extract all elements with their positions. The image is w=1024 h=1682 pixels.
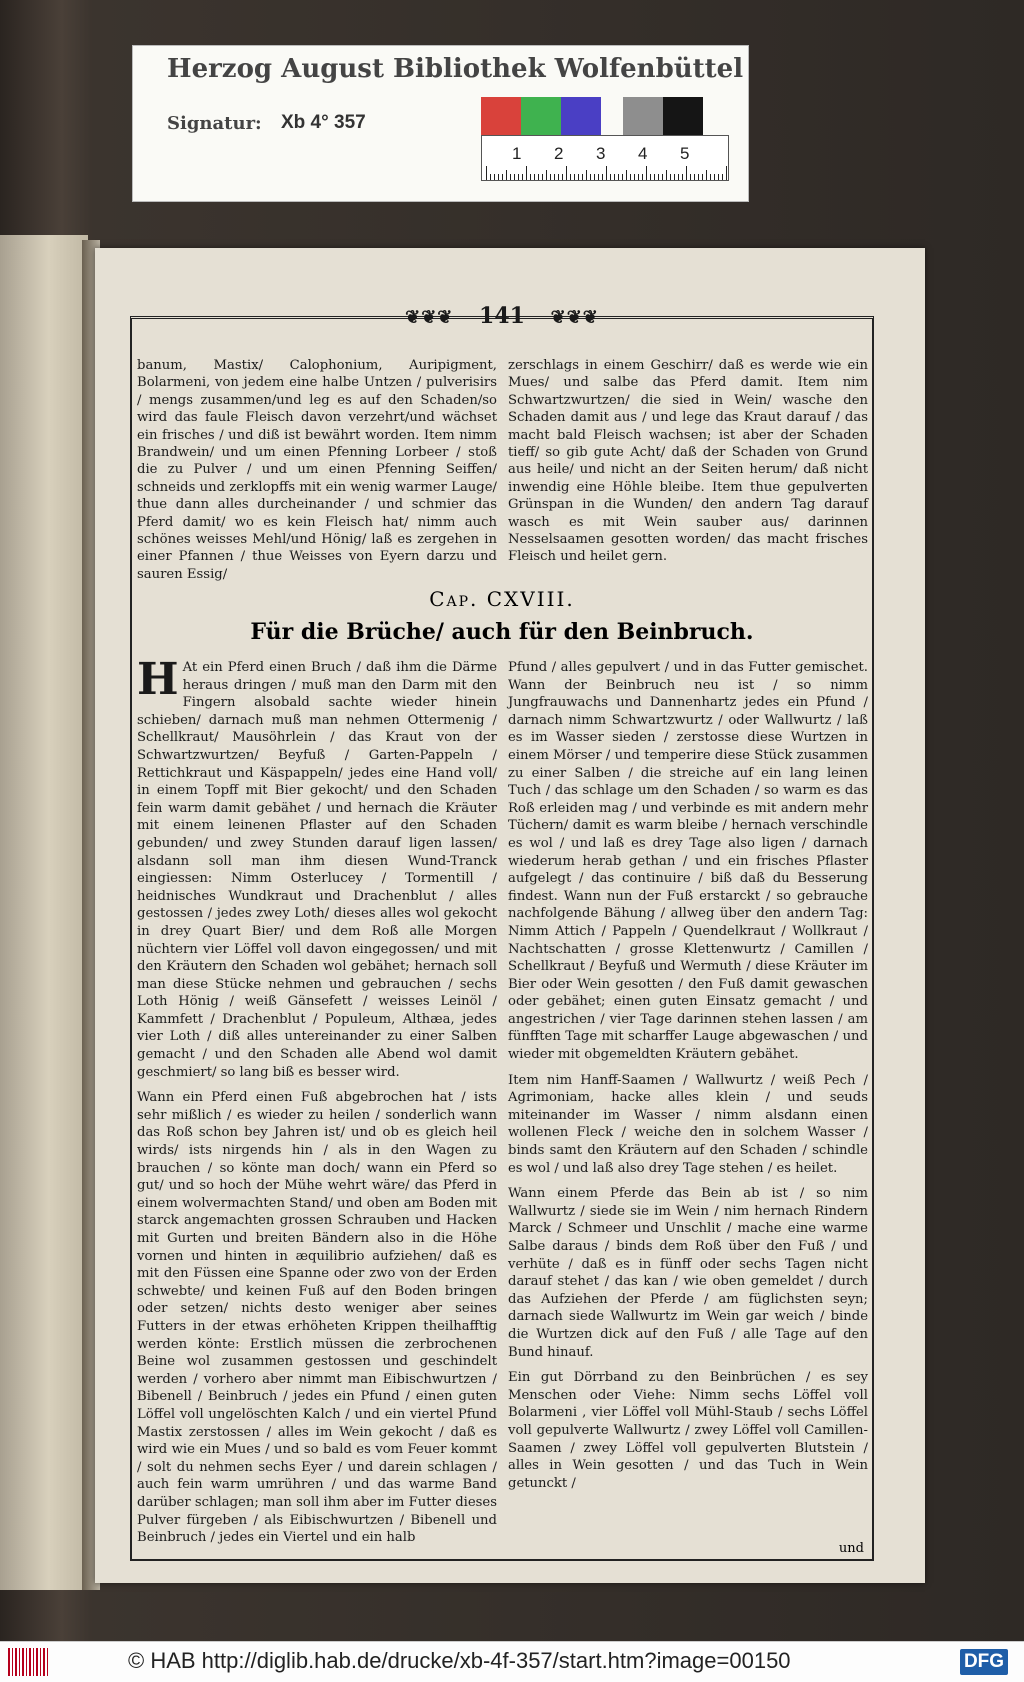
ruler-tick [562,174,563,180]
drop-cap: H [137,654,179,705]
ruler-tick [594,174,595,180]
ruler-tick [690,174,691,180]
ruler-tick [670,174,671,180]
ruler-tick [498,174,499,180]
ruler-tick [650,174,651,180]
ruler-number: 2 [554,144,564,163]
ruler-tick [714,174,715,180]
ruler-tick [490,174,491,180]
ruler-number: 3 [596,144,606,163]
swatch-green [521,97,561,135]
ruler-tick [602,174,603,180]
signature-value: Xb 4° 357 [281,112,366,133]
body-left-column [137,654,497,1555]
ruler-tick [678,174,679,180]
ruler-tick [518,174,519,180]
hab-logo-icon [8,1648,48,1676]
ruler-tick [506,170,507,180]
ruler-tick [606,166,607,180]
ruler-tick [514,174,515,180]
signature-label: Signatur: [167,113,262,134]
ruler-tick [686,166,687,180]
ruler-tick [718,174,719,180]
top-left-column [137,357,497,583]
paragraph: Pfund / alles gepulvert / und in das Futter gemischet. Wann der Beinbruch neu ist / so nimm Jungfrauwachs und Dannenhartz jedes ein Pfund / darnach nimm Schwartzwurtz / oder Wallwurtz / laß es im Wasser sieden / zerstosse diese Wurtzen in einem Mörser / und temperire diese Stück zusammen zu einer Salben / die streiche auf ein lang leinen Tuch / das schlage um den Schaden / so warm es das Roß erleiden mag / und verbinde es mit andern mehr Tüchern/ damit es warm bleibe / hernach verschindle es wol / und laß es drey Tage also ligen / darnach wiederum herab gethan / und ein frisches Pflaster aufgelegt / das continuire / biß daß du Besserung findest. Wann nun der Fuß erstarckt / so gebrauche nachfolgende Bähung / allweg über den andern Tag: Nimm Attich / Pappeln / Quendelkraut / Wollkraut / Nachtschatten / grosse Klettenwurtz / Camillen / Schellkraut / Beyfuß und Wermuth / diese Kräuter im Bier oder Wein gesotten / den Fuß damit gewaschen oder gebähet; einen guten Einsatz gemacht / und angestrichen / vier Tage darinnen stehen lassen / am fünfften Tage mit scharffer Lauge abgewaschen / und wieder mit obgemeldten Kräutern gebähet. [508,660,868,1063]
paragraph-text: At ein Pferd einen Bruch / daß ihm die Därme heraus dringen / muß man den Darm mit den Fingern alsobald sachte wieder hinein schieben/ darnach muß man nehmen Ottermenig / Schellkraut/ Mausöhrlein / das Kraut von der Schwartzwurtzen/ Beyfuß / Garten-Pappeln / Rettichkraut und Käspappeln/ jedes eine Hand voll/ in einem Topff mit Bier gekocht/ und den Schaden fein warm damit gebähet / und hernach die Kräuter mit einem leinenen Pflaster auf den Schaden gebunden/ und zwey Stunden darauf ligen lassen/ alsdann soll man ihm diesen Wund-Tranck eingiessen: Nimm Osterlucey / Tormentill / heidnisches Wundkraut und Drachenblut / alles gestossen / jedes zwey Loth/ dieses alles wol gekocht in drey Quart Bier/ und dem Roß alle Morgen nüchtern vier Löffel voll davon eingegossen/ und mit den Kräutern den Schaden wol gebähet; hernach soll man diese Stücke nehmen und gebrauchen / sechs Loth Hönig / weiß Gänsefett / weisses Leinöl / Kammfett / Drachenblut / Populeum, Althæa, jedes vier Loth / diß alles untereinander zu einer Salben gemacht / und den Schaden alle Abend wol damit geschmiert/ so lang biß es besser wird. [137,660,497,1080]
ruler-tick [502,174,503,180]
header-ornament-right: ❦❦❦ [550,307,599,328]
ruler-tick [642,174,643,180]
ruler-tick [574,174,575,180]
ruler-tick [550,174,551,180]
header-ornament-left: ❦❦❦ [405,307,454,328]
ruler-tick [570,174,571,180]
ruler-tick [726,166,727,180]
ruler-tick [662,174,663,180]
copyright-url[interactable]: © HAB http://diglib.hab.de/drucke/xb-4f-357/start.htm?image=00150 [128,1648,791,1673]
ruler-tick [610,174,611,180]
dfg-logo: DFG [960,1649,1008,1675]
page-number: 141 [479,303,525,329]
text-frame [130,303,874,1561]
ruler-tick [590,174,591,180]
chapter-heading: Für die Brüche/ auch für den Beinbruch. [250,619,754,645]
ruler-tick [622,174,623,180]
ruler-tick [494,174,495,180]
ruler-tick [614,174,615,180]
ruler-tick [586,170,587,180]
ruler-tick [722,174,723,180]
ruler-tick [530,174,531,180]
ruler-tick [674,174,675,180]
ruler-tick [630,174,631,180]
ruler-tick [542,174,543,180]
ruler-number: 1 [512,144,522,163]
paragraph [137,654,497,1081]
ruler-tick [698,174,699,180]
ruler-tick [634,174,635,180]
ruler-tick [558,174,559,180]
page-header [132,303,872,329]
ruler-tick [486,166,487,180]
ruler-tick [658,174,659,180]
swatch-gap [601,97,623,135]
paragraph: Item nim Hanff-Saamen / Wallwurtz / weiß Pech / Agrimoniam, hacke alles klein / und seuds miteinander im Wasser / nimm alsdann einen wollenen Fleck / weiche den in solchem Wasser / binds samt den Kräutern auf den Schaden / schindle es wol / und laß also drey Tage stehen / es heilet. [508,1072,868,1176]
ruler-tick [598,174,599,180]
ruler-tick [694,174,695,180]
ruler-tick [706,170,707,180]
ruler-tick [702,174,703,180]
ruler-tick [510,174,511,180]
paragraph: Wann einem Pferde das Bein ab ist / so nim Wallwurtz / siede sie im Wein / nim hernach Rindern Marck / Schmeer und Unschlit / mache eine warme Salbe daraus / binds dem Roß über den Fuß / und verhüte / daß es in fünff oder sechs Tagen nicht darauf stehet / das kan / wie oben gemeldet / durch das Aufziehen der Pferde / am füglichsten seyn; darnach siede Wallwurtz im Wein gar weich / binde die Wurtzen dick auf den Fuß / alle Tage auf den Bund hinauf. [508,1186,868,1360]
ruler-tick [534,174,535,180]
ruler-number: 5 [680,144,690,163]
ruler-tick [554,174,555,180]
ruler-tick [682,174,683,180]
ruler-tick [538,174,539,180]
ruler-tick [546,170,547,180]
swatch-blue [561,97,601,135]
color-calibration-swatches [481,97,703,135]
ruler-tick [646,166,647,180]
top-right-column [508,357,868,566]
catchword: und [838,1541,864,1556]
paragraph: Ein gut Dörrband zu den Beinbrüchen / es sey Menschen oder Viehe: Nimm sechs Löffel voll Bolarmeni , vier Löffel voll Mühl-Staub / sechs Löffel voll gepulverte Wallwurtz / zwey Löffel voll Camillen-Saamen / zwey Löffel voll gepulverten Blutstein / alles in Wein gesotten / und das Tuch in Wein getunckt / [508,1370,868,1491]
ruler-tick [626,170,627,180]
ruler-tick [618,174,619,180]
top-right-text: zerschlags in einem Geschirr/ daß es werde wie ein Mues/ und salbe das Pferd damit. Item nim Schwartzwurtzen/ die sied in Wein/ wasche den Schaden damit aus / und lege das Kraut darauf / das macht bald Fleisch wachsen; ist aber der Schaden tieff/ so gib gute Acht/ daß der Schaden von Grund aus heile/ und nicht an der Seiten herum/ daß nicht inwendig eine Höhle bleibe. Item thue gepulverten Grünspan in die Wunden/ den andern Tag darauf wasch es mit Wein sauber aus/ darinnen Nesselsaamen gesotten worden/ das macht frisches Fleisch und heilet gern. [508,358,868,565]
ruler-tick [710,174,711,180]
facing-page-edge [0,235,88,1590]
ruler-tick [582,174,583,180]
library-label-card [132,45,749,202]
ruler-tick [654,174,655,180]
paragraph: Wann ein Pferd einen Fuß abgebrochen hat / ists sehr mißlich / es wieder zu heilen / sonderlich wann das Roß schon bey Jahren ist/ und ob es gleich heil wirds/ ists nirgends hin / als in den Wagen zu brauchen / so könte man doch/ wann ein Pferd so gut/ und so hoch der Mühe wehrt wäre/ das Pferd in einem wolvermachten Stand/ und oben am Boden mit starck angemachten grossen Schrauben und Hacken mit Gurten und breiten Bändern also in die Höhe vornen und hinten in æquilibrio aufziehen/ daß es mit den Füssen eine Spanne oder zwo von der Erden schwebte/ und keinen Fuß auf den Boden bringen oder setzen/ nichts desto weniger aber seines Futters in der etwas erhöheten Krippen theilhafftig werden könte: Erstlich müssen die zerbrochenen Beine wol zusammen gestossen und geschindelt werden / vorhero aber nimmt man Eibischwurtzen / Bibenell / Beinbruch / jedes ein Pfund / einen guten Löffel voll ungelöschten Kalch / und ein viertel Pfund Mastix zerstossen / alles im Wein gekocht / daß es wird wie ein Mues / und so bald es vom Feuer kommt / solt du nehmen sechs Eyer / und darein schlagen / auch fein warm umrühren / und das warme Band darüber schlagen; man soll ihm aber im Futter dieses Pulver fürgeben / als Eibischwurtzen / Bibenell und Beinbruch / jedes ein Viertel und ein halb [137,1090,497,1546]
ruler-tick [522,174,523,180]
swatch-black [663,97,703,135]
scale-ruler [481,135,729,181]
swatch-gray [623,97,663,135]
swatch-red [481,97,521,135]
footer-bar [0,1641,1024,1682]
book-page [95,248,925,1583]
ruler-tick [578,174,579,180]
ruler-tick [638,174,639,180]
library-name: Herzog August Bibliothek Wolfenbüttel [167,54,744,84]
ruler-tick [566,166,567,180]
chapter-title: Cap. CXVIII. [429,587,575,611]
body-right-column [508,659,868,1500]
ruler-number: 4 [638,144,648,163]
ruler-tick [666,170,667,180]
top-left-text: banum, Mastix/ Calophonium, Auripigment, Bolarmeni, von jedem eine halbe Untzen / pulverisirs / mengs zusammen/und leg es auf den Schaden/so wird das faule Fleisch davon verzehrt/und wächset ein frisches / und diß ist bewährt worden. Item nimm Brandwein/ und um einen Pfenning Lorbeer / stoß die zu Pulver / und um einen Pfenning Seiffen/ schneids und zerklopffs mit ein wenig warmer Lauge/ thue dann alles durcheinander / und schmier das Pferd damit/ wo es kein Fleisch hat/ nimm auch schönes weisses Mehl/und Hönig/ laß es zergehen in einer Pfannen / thue Weisses von Eyern darzu und sauren Essig/ [137,358,497,582]
ruler-tick [526,166,527,180]
